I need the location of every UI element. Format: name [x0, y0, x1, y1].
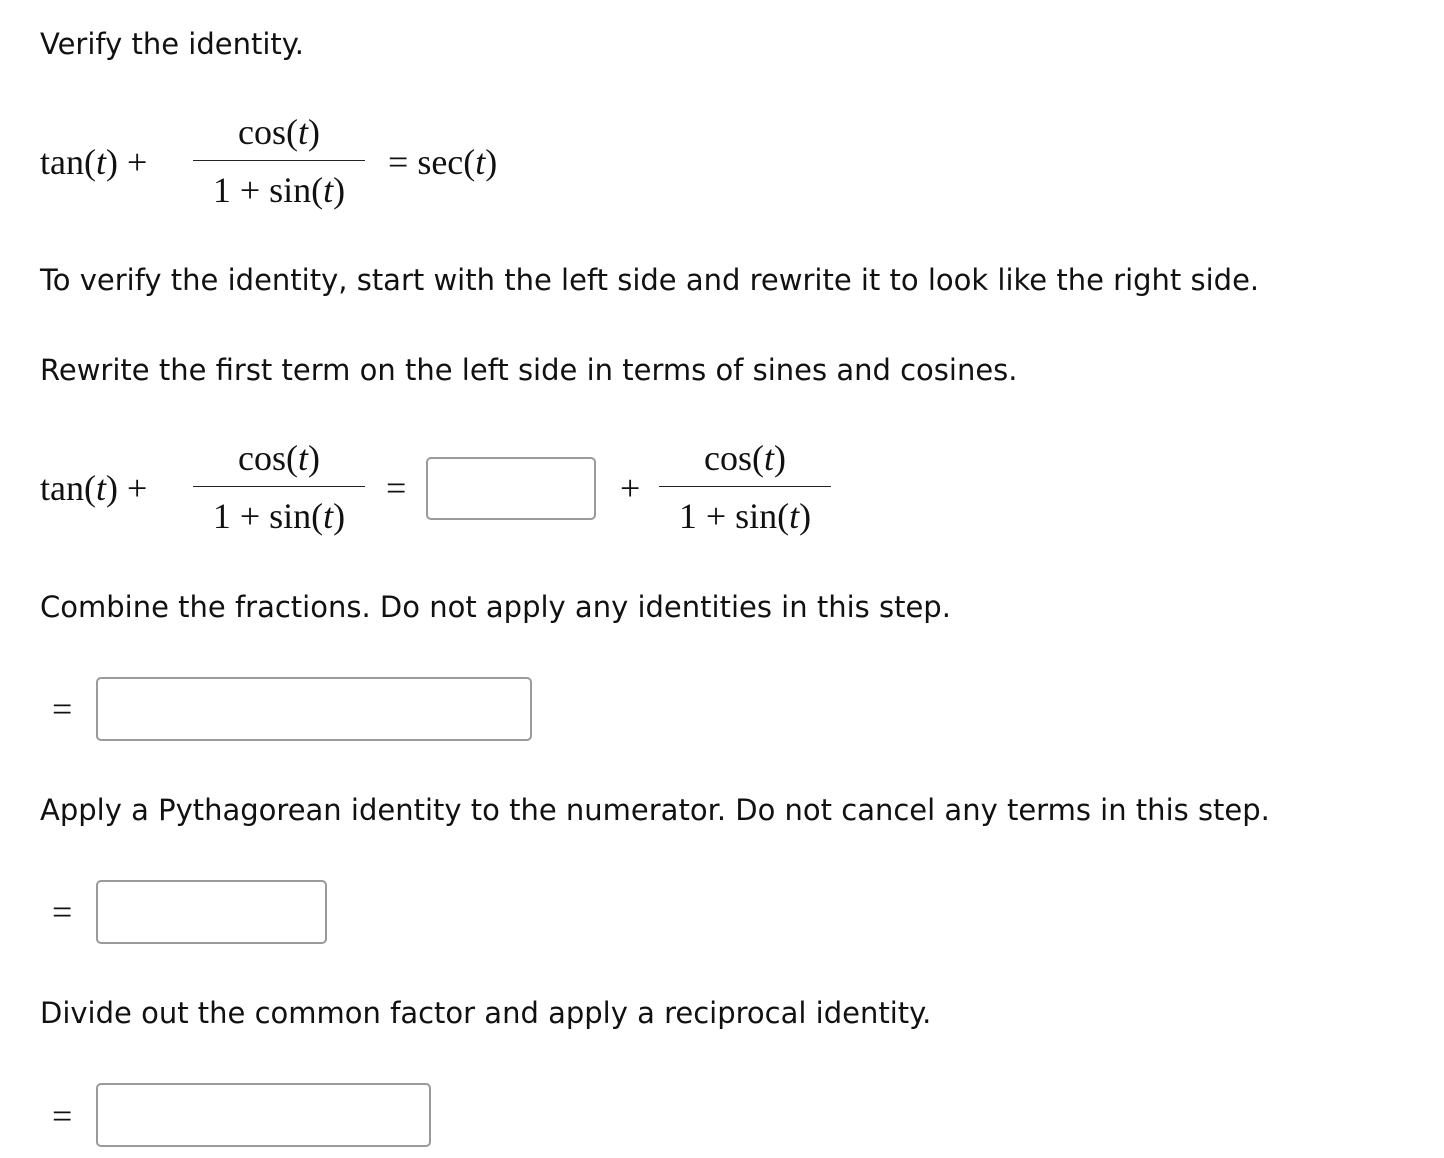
fraction-bar [193, 486, 365, 487]
step4-equals: = [52, 1096, 73, 1136]
step1-lhs-tan: tan(t) + [40, 468, 148, 508]
step4-instruction: Divide out the common factor and apply a reciprocal identity. [40, 996, 932, 1030]
step1-lhs-fraction [193, 436, 365, 536]
step3-answer-input[interactable] [96, 880, 327, 944]
step4-answer-input[interactable] [96, 1083, 431, 1147]
fraction-denominator: 1 + sin(t) [678, 496, 812, 536]
step1-plus: + [620, 468, 641, 508]
fraction-numerator: cos(t) [237, 438, 320, 478]
fraction-denominator: 1 + sin(t) [212, 170, 346, 210]
fraction-numerator: cos(t) [703, 438, 786, 478]
step2-equals: = [52, 689, 73, 729]
fraction-numerator: cos(t) [237, 112, 320, 152]
fraction-bar [659, 486, 831, 487]
identity-rhs: = sec(t) [388, 142, 498, 182]
step2-answer-input[interactable] [96, 677, 532, 741]
identity-lhs-tan: tan(t) + [40, 142, 148, 182]
step3-equals: = [52, 892, 73, 932]
step1-answer-input[interactable] [426, 457, 596, 520]
step1-rhs-fraction [659, 436, 831, 536]
fraction-bar [193, 160, 365, 161]
fraction-denominator: 1 + sin(t) [212, 496, 346, 536]
step2-instruction: Combine the fractions. Do not apply any identities in this step. [40, 590, 951, 624]
problem-title: Verify the identity. [40, 27, 305, 61]
step1-equals: = [386, 468, 407, 508]
identity-fraction [193, 110, 365, 210]
step3-instruction: Apply a Pythagorean identity to the numerator. Do not cancel any terms in this step. [40, 793, 1270, 827]
intro-instruction: To verify the identity, start with the left side and rewrite it to look like the right side. [40, 263, 1260, 297]
step1-instruction: Rewrite the first term on the left side in terms of sines and cosines. [40, 353, 1018, 387]
